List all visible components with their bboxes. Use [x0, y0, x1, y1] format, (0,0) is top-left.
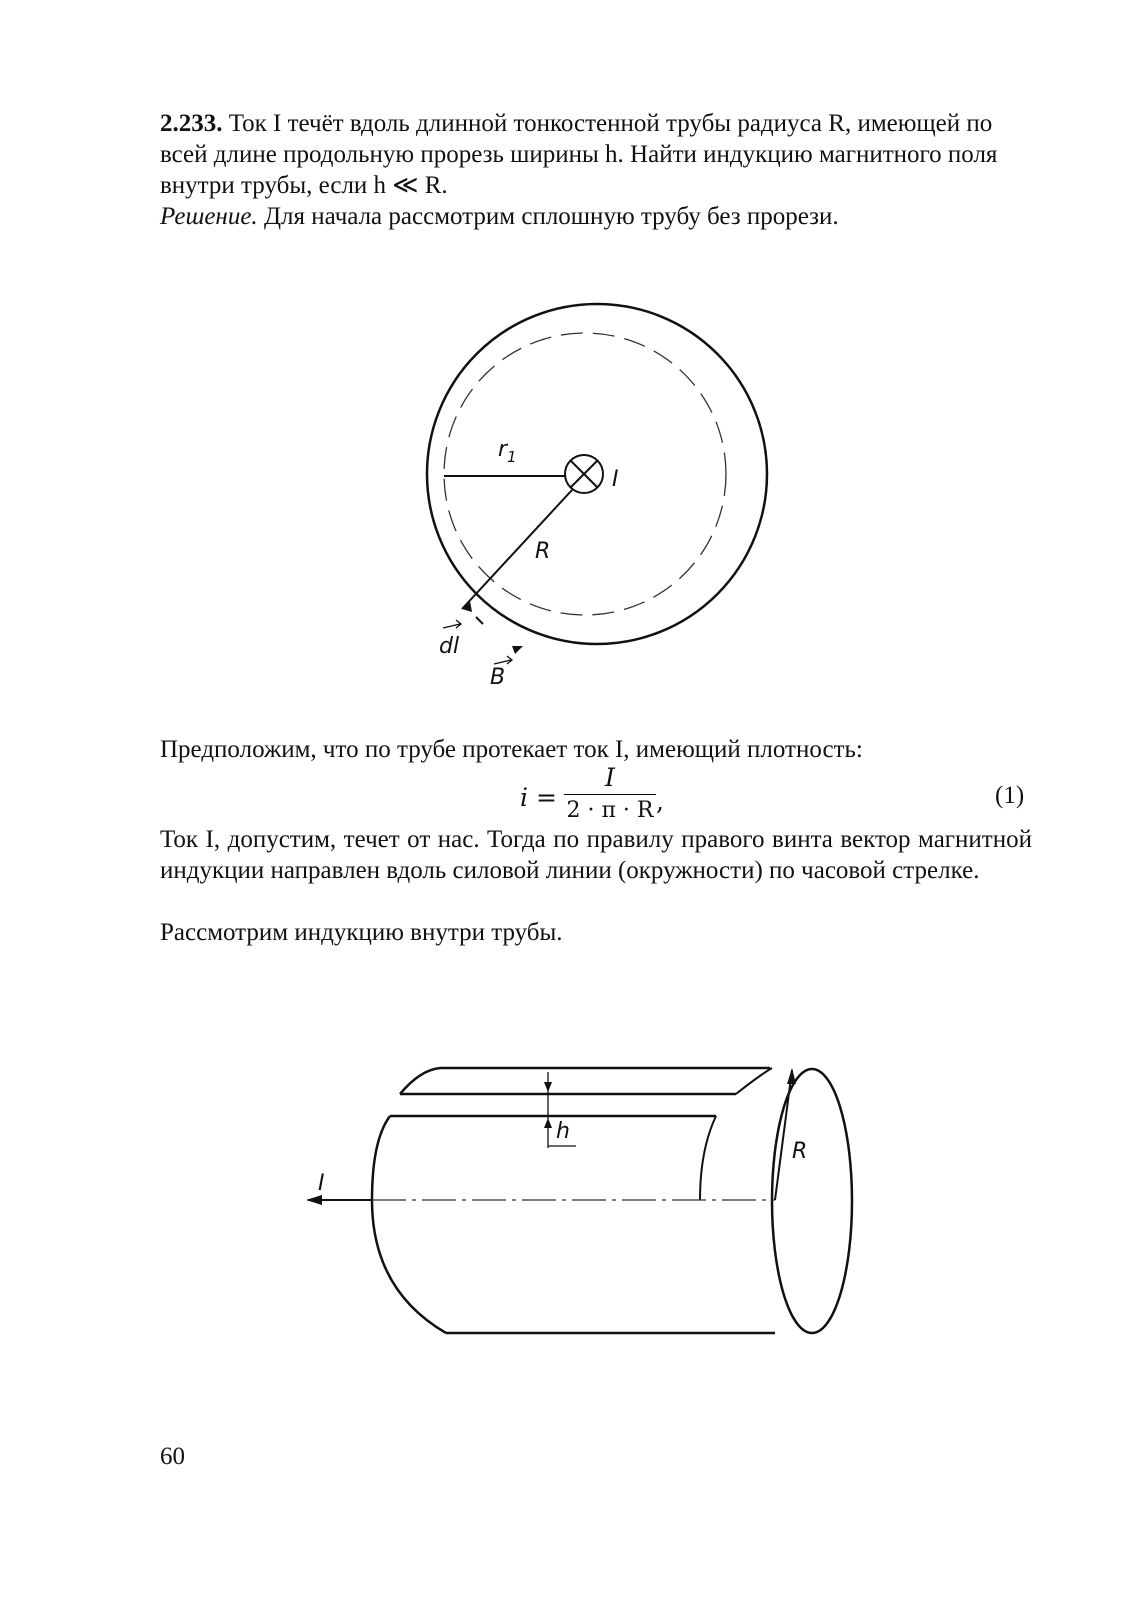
label-radius-R-2: R [792, 1139, 808, 1164]
label-dl: dl [439, 634, 460, 659]
problem-line-1: Ток I течёт вдоль длинной тонкостенной трубы радиуса R, имеющей по [222, 110, 993, 137]
slit-lower-curve [700, 1116, 716, 1200]
solution-intro: Для начала рассмотрим сплошную трубу без прорези. [257, 203, 839, 230]
paragraph-right-hand-rule: Ток I, допустим, течет от нас. Тогда по правилу правого винта вектор магнитной индукции направлен вдоль силовой линии (окружности) по часовой стрелке. [160, 826, 1032, 884]
label-radius-R: R [535, 539, 551, 564]
formula-numerator: I [605, 763, 615, 792]
label-current-I-2: I [318, 1171, 325, 1196]
tube-left-front-edge [372, 1116, 446, 1333]
formula-denominator: 2 · π · R [566, 798, 654, 823]
label-B: B [490, 665, 506, 690]
h-arrow-bottom [544, 1118, 552, 1128]
problem-number: 2.233. [160, 110, 223, 137]
paragraph-inside-tube: Рассмотрим индукцию внутри трубы. [160, 919, 563, 946]
slit-upper-right-curve [736, 1068, 772, 1094]
paragraph-current-density: Предположим, что по трубе протекает ток I, имеющий плотность: [160, 736, 863, 763]
radius-R-arrow-head [787, 1068, 796, 1084]
problem-line-3: внутри трубы, если h ≪ R. [160, 172, 448, 199]
formula-comma: , [656, 787, 664, 816]
problem-line-2: всей длине продольную прорезь ширины h. Найти индукцию магнитного поля [160, 141, 998, 168]
equation-number: (1) [995, 782, 1025, 809]
formula-lhs: i = [520, 783, 557, 812]
label-slit-h: h [556, 1119, 570, 1144]
label-current-I: I [612, 467, 619, 492]
tube-end-ellipse [772, 1069, 852, 1333]
page-number: 60 [160, 1443, 185, 1470]
label-r1: $r_1$ [498, 437, 517, 466]
current-arrow-head [306, 1195, 322, 1205]
h-arrow-top [544, 1082, 552, 1092]
slit-upper-left-curve [400, 1068, 440, 1094]
solution-label: Решение. [160, 203, 258, 230]
